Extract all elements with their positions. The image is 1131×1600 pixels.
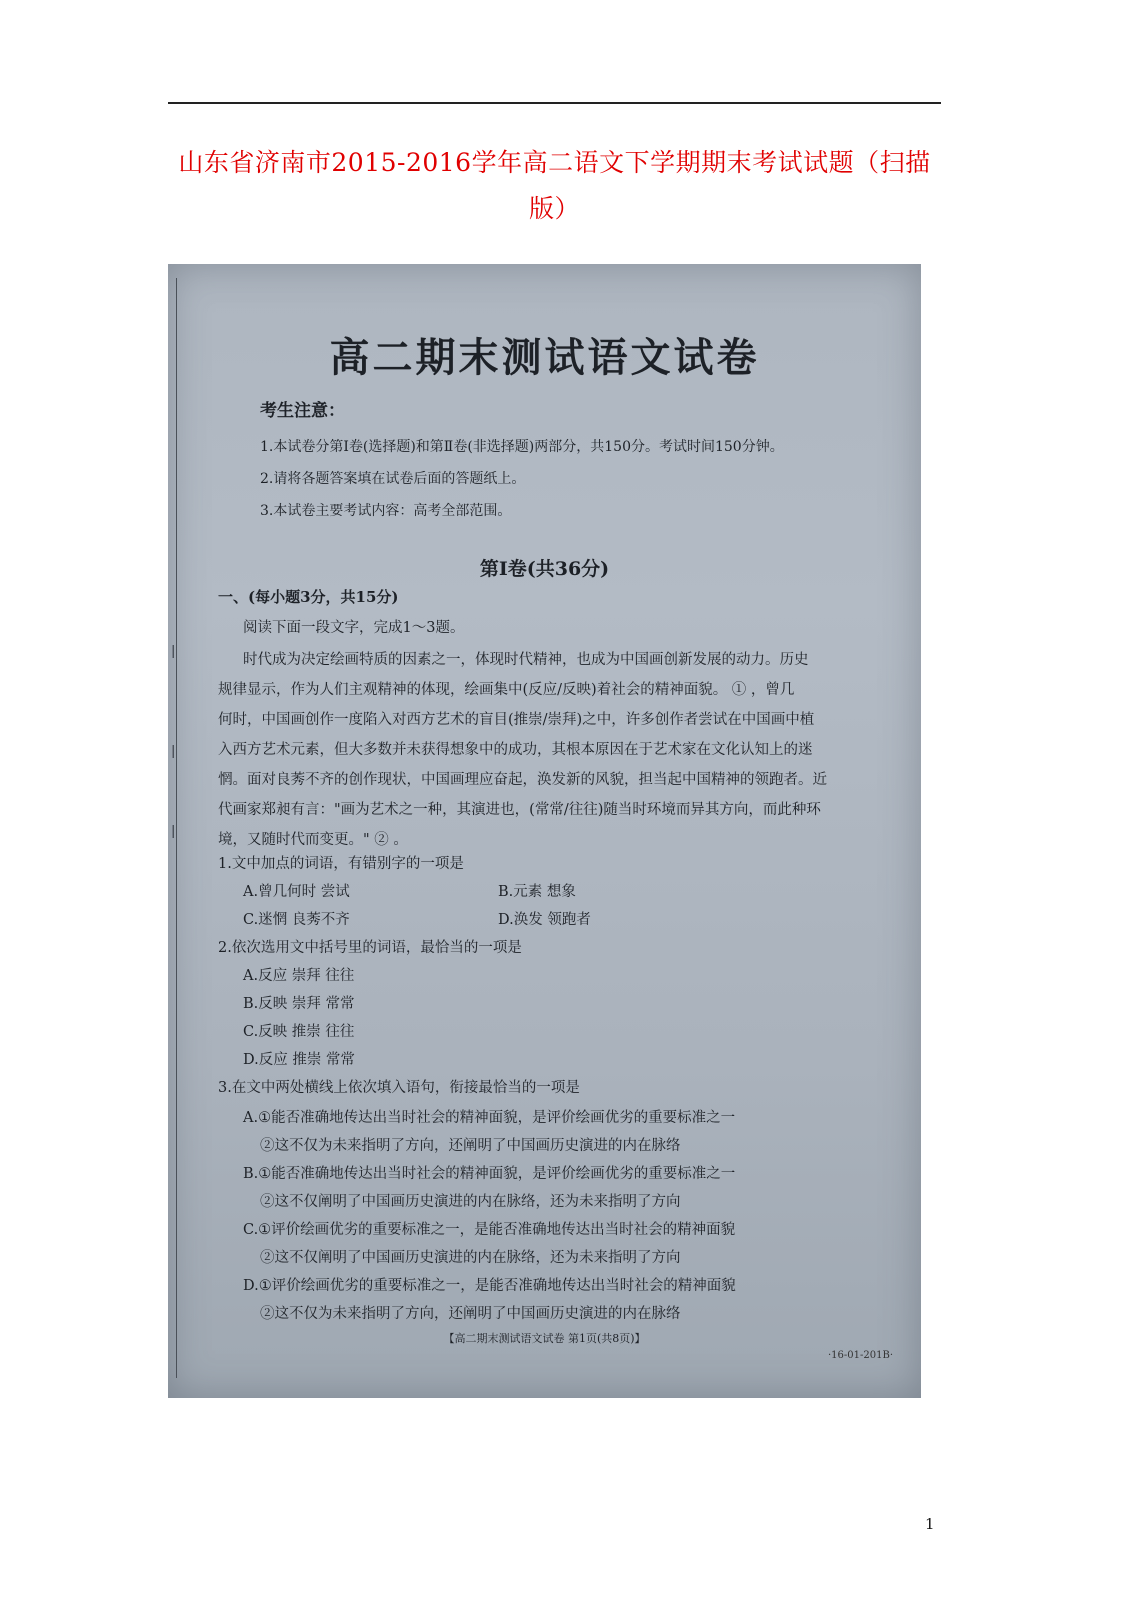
question-group-heading: 一、(每小题3分，共15分) (218, 588, 399, 606)
answer-option: D.反应 推崇 常常 (243, 1052, 355, 1068)
answer-option: ②这不仅阐明了中国画历史演进的内在脉络，还为未来指明了方向 (260, 1194, 681, 1210)
passage-line: 境，又随时代而变更。" ② 。 (218, 832, 408, 848)
answer-option: ②这不仅阐明了中国画历史演进的内在脉络，还为未来指明了方向 (260, 1250, 681, 1266)
answer-option: D.①评价绘画优劣的重要标准之一，是能否准确地传达出当时社会的精神面貌 (243, 1278, 736, 1294)
answer-option: ②这不仅为未来指明了方向，还阐明了中国画历史演进的内在脉络 (260, 1306, 681, 1322)
section-heading: 第Ⅰ卷(共36分) (479, 558, 610, 580)
answer-option: B.元素 想象 (498, 884, 576, 900)
scanned-exam-image (168, 264, 921, 1398)
question-stem: 1.文中加点的词语，有错别字的一项是 (218, 856, 464, 872)
scan-footer-code: ·16-01-201B· (828, 1350, 893, 1361)
passage-line: 入西方艺术元素，但大多数并未获得想象中的成功，其根本原因在于艺术家在文化认知上的迷 (218, 742, 813, 758)
passage-line: 何时，中国画创作一度陷入对西方艺术的盲目(推崇/崇拜)之中，许多创作者尝试在中国画中植 (218, 712, 815, 728)
answer-option: C.迷惘 良莠不齐 (243, 912, 350, 928)
notice-item: 2.请将各题答案填在试卷后面的答题纸上。 (260, 471, 526, 487)
exam-title: 高二期末测试语文试卷 (329, 334, 760, 381)
answer-option: B.①能否准确地传达出当时社会的精神面貌，是评价绘画优劣的重要标准之一 (243, 1166, 736, 1182)
answer-option: C.①评价绘画优劣的重要标准之一，是能否准确地传达出当时社会的精神面貌 (243, 1222, 736, 1238)
page-number: 1 (925, 1515, 935, 1533)
answer-option: A.反应 崇拜 往往 (243, 968, 355, 984)
answer-option: A.①能否准确地传达出当时社会的精神面貌，是评价绘画优劣的重要标准之一 (243, 1110, 736, 1126)
answer-option: D.涣发 领跑者 (498, 912, 591, 928)
answer-option: C.反映 推崇 往往 (243, 1024, 355, 1040)
notice-heading: 考生注意： (260, 401, 345, 421)
question-stem: 2.依次选用文中括号里的词语，最恰当的一项是 (218, 940, 522, 956)
passage-line: 惘。面对良莠不齐的创作现状，中国画理应奋起，涣发新的风貌，担当起中国精神的领跑者。近 (218, 772, 827, 788)
scan-margin-line (176, 278, 177, 1378)
page-title: 山东省济南市2015-2016学年高二语文下学期期末考试试题（扫描版） (178, 148, 931, 223)
answer-option: B.反映 崇拜 常常 (243, 996, 355, 1012)
margin-mark: | (171, 644, 176, 659)
answer-option: ②这不仅为未来指明了方向，还阐明了中国画历史演进的内在脉络 (260, 1138, 681, 1154)
margin-mark: | (171, 744, 176, 759)
instruction-text: 阅读下面一段文字，完成1～3题。 (243, 620, 465, 636)
notice-item: 3.本试卷主要考试内容：高考全部范围。 (260, 503, 512, 519)
passage-line: 时代成为决定绘画特质的因素之一，体现时代精神，也成为中国画创新发展的动力。历史 (243, 652, 809, 668)
question-stem: 3.在文中两处横线上依次填入语句，衔接最恰当的一项是 (218, 1080, 580, 1096)
passage-line: 规律显示，作为人们主观精神的体现，绘画集中(反应/反映)着社会的精神面貌。 ① ，曾几 (218, 682, 795, 698)
notice-item: 1.本试卷分第Ⅰ卷(选择题)和第Ⅱ卷(非选择题)两部分，共150分。考试时间150分钟。 (260, 439, 784, 455)
header-rule (168, 102, 941, 104)
scan-footer: 【高二期末测试语文试卷 第1页(共8页)】 (443, 1332, 646, 1345)
passage-line: 代画家郑昶有言："画为艺术之一种，其演进也，(常常/往往)随当时环境而异其方向，而此种环 (218, 802, 821, 818)
margin-mark: | (171, 824, 176, 839)
answer-option: A.曾几何时 尝试 (243, 884, 350, 900)
